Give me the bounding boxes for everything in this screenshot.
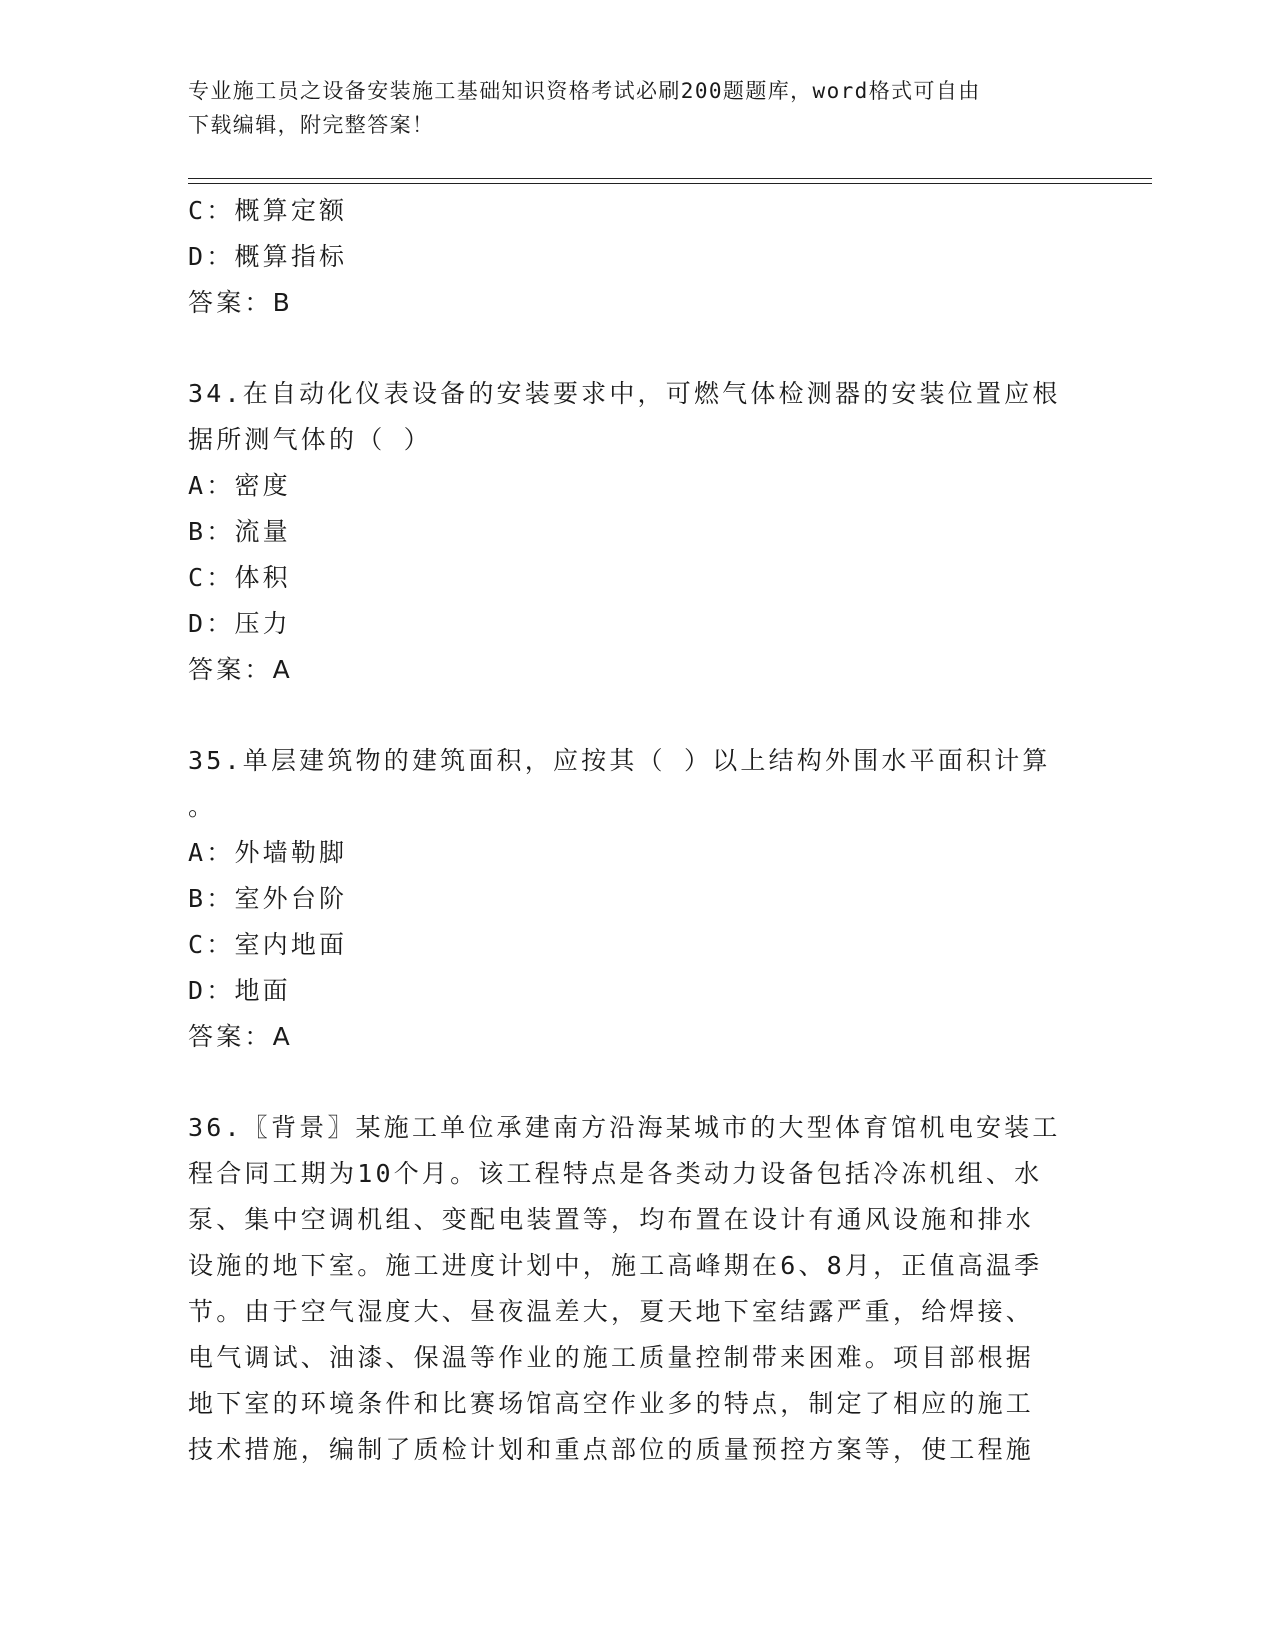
answer: 答案：A	[188, 1022, 293, 1051]
question-stem-line: 35.单层建筑物的建筑面积，应按其（ ）以上结构外围水平面积计算	[188, 746, 1051, 775]
option-a: A：外墙勒脚	[188, 838, 348, 867]
option-a: A：密度	[188, 471, 291, 500]
question-text-line: 设施的地下室。施工进度计划中，施工高峰期在6、8月，正值高温季	[188, 1251, 1043, 1280]
spacer	[188, 326, 1088, 371]
question-34	[188, 371, 1088, 693]
option-c: C：室内地面	[188, 930, 348, 959]
option-c: C：体积	[188, 563, 291, 592]
question-stem-line: 34.在自动化仪表设备的安装要求中，可燃气体检测器的安装位置应根	[188, 379, 1061, 408]
question-35	[188, 738, 1088, 1060]
header-line-2: 下载编辑，附完整答案！	[188, 113, 435, 137]
header-divider-top	[188, 178, 1152, 179]
question-text-line: 泵、集中空调机组、变配电装置等，均布置在设计有通风设施和排水	[188, 1205, 1035, 1234]
option-d: D：概算指标	[188, 242, 348, 271]
spacer	[188, 1060, 1088, 1105]
option-d: D：压力	[188, 609, 291, 638]
header-line-1: 专业施工员之设备安装施工基础知识资格考试必刷200题题库，word格式可自由	[188, 79, 981, 103]
document-body	[188, 188, 1088, 1473]
answer: 答案：B	[188, 288, 293, 317]
question-text-line: 36.〖背景〗某施工单位承建南方沿海某城市的大型体育馆机电安装工	[188, 1113, 1061, 1142]
question-33-tail	[188, 188, 1088, 326]
option-b: B：室外台阶	[188, 884, 348, 913]
answer: 答案：A	[188, 655, 293, 684]
question-text-line: 技术措施，编制了质检计划和重点部位的质量预控方案等，使工程施	[188, 1435, 1035, 1464]
question-text-line: 地下室的环境条件和比赛场馆高空作业多的特点，制定了相应的施工	[188, 1389, 1035, 1418]
question-36	[188, 1105, 1088, 1473]
header-divider-bottom	[188, 183, 1152, 184]
question-text-line: 节。由于空气湿度大、昼夜温差大，夏天地下室结露严重，给焊接、	[188, 1297, 1035, 1326]
option-b: B：流量	[188, 517, 291, 546]
question-stem-line: 。	[188, 792, 217, 821]
option-c: C：概算定额	[188, 196, 348, 225]
question-text-line: 程合同工期为10个月。该工程特点是各类动力设备包括冷冻机组、水	[188, 1159, 1043, 1188]
question-stem-line: 据所测气体的（ ）	[188, 425, 432, 454]
question-text-line: 电气调试、油漆、保温等作业的施工质量控制带来困难。项目部根据	[188, 1343, 1035, 1372]
document-header	[188, 74, 1088, 142]
spacer	[188, 693, 1088, 738]
option-d: D：地面	[188, 976, 291, 1005]
